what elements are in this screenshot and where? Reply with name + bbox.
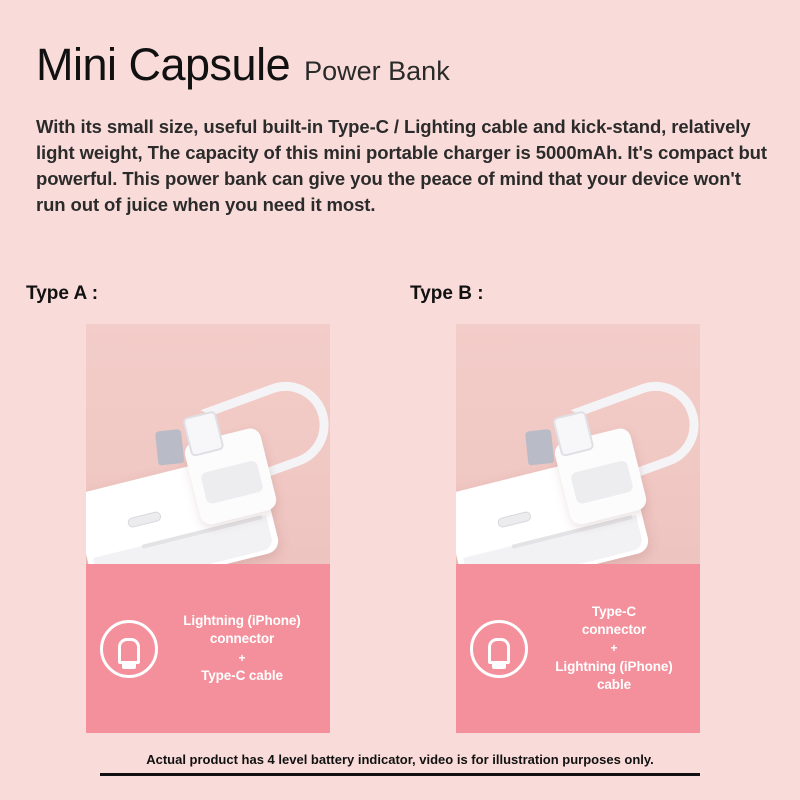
variant-caption-type-a bbox=[86, 564, 330, 733]
caption-plus: + bbox=[238, 650, 246, 665]
title-main: Mini Capsule bbox=[36, 39, 291, 90]
caption-line4: cable bbox=[596, 676, 632, 692]
power-bank-illustration bbox=[86, 380, 330, 564]
type-b-label: Type B : bbox=[410, 283, 484, 304]
product-photo-type-a bbox=[86, 324, 330, 564]
caption-line2: connector bbox=[209, 631, 275, 647]
variant-caption-type-b bbox=[456, 564, 700, 733]
lightning-connector-icon bbox=[100, 620, 158, 678]
variant-panel-type-a bbox=[86, 324, 330, 733]
usbc-connector-icon bbox=[470, 620, 528, 678]
footer-divider bbox=[100, 773, 700, 776]
footer-note: Actual product has 4 level battery indicator, video is for illustration purposes only. bbox=[146, 752, 654, 767]
product-description: With its small size, useful built-in Type-C / Lighting cable and kick-stand, relatively light weight, The capacity of this mini portable charger is 5000mAh. It's compact but powerful. This power bank can give you the peace of mind that your device won't run out of juice when you need it most. bbox=[36, 115, 767, 216]
caption-plus: + bbox=[610, 641, 618, 656]
caption-line2: connector bbox=[581, 622, 647, 638]
product-photo-type-b bbox=[456, 324, 700, 564]
caption-text-type-a bbox=[168, 612, 316, 685]
type-a-label: Type A : bbox=[26, 283, 99, 304]
caption-line3: Lightning (iPhone) bbox=[555, 658, 673, 674]
caption-line3: Type-C cable bbox=[201, 667, 283, 683]
lightning-plug-icon bbox=[525, 429, 554, 466]
lightning-plug-icon bbox=[155, 429, 184, 466]
caption-text-type-b bbox=[542, 603, 686, 694]
caption-line1: Type-C bbox=[591, 603, 637, 619]
title-subtitle: Power Bank bbox=[304, 56, 450, 86]
power-bank-illustration bbox=[456, 380, 700, 564]
page-title bbox=[36, 39, 450, 90]
variant-panel-type-b bbox=[456, 324, 700, 733]
caption-line1: Lightning (iPhone) bbox=[183, 613, 301, 629]
